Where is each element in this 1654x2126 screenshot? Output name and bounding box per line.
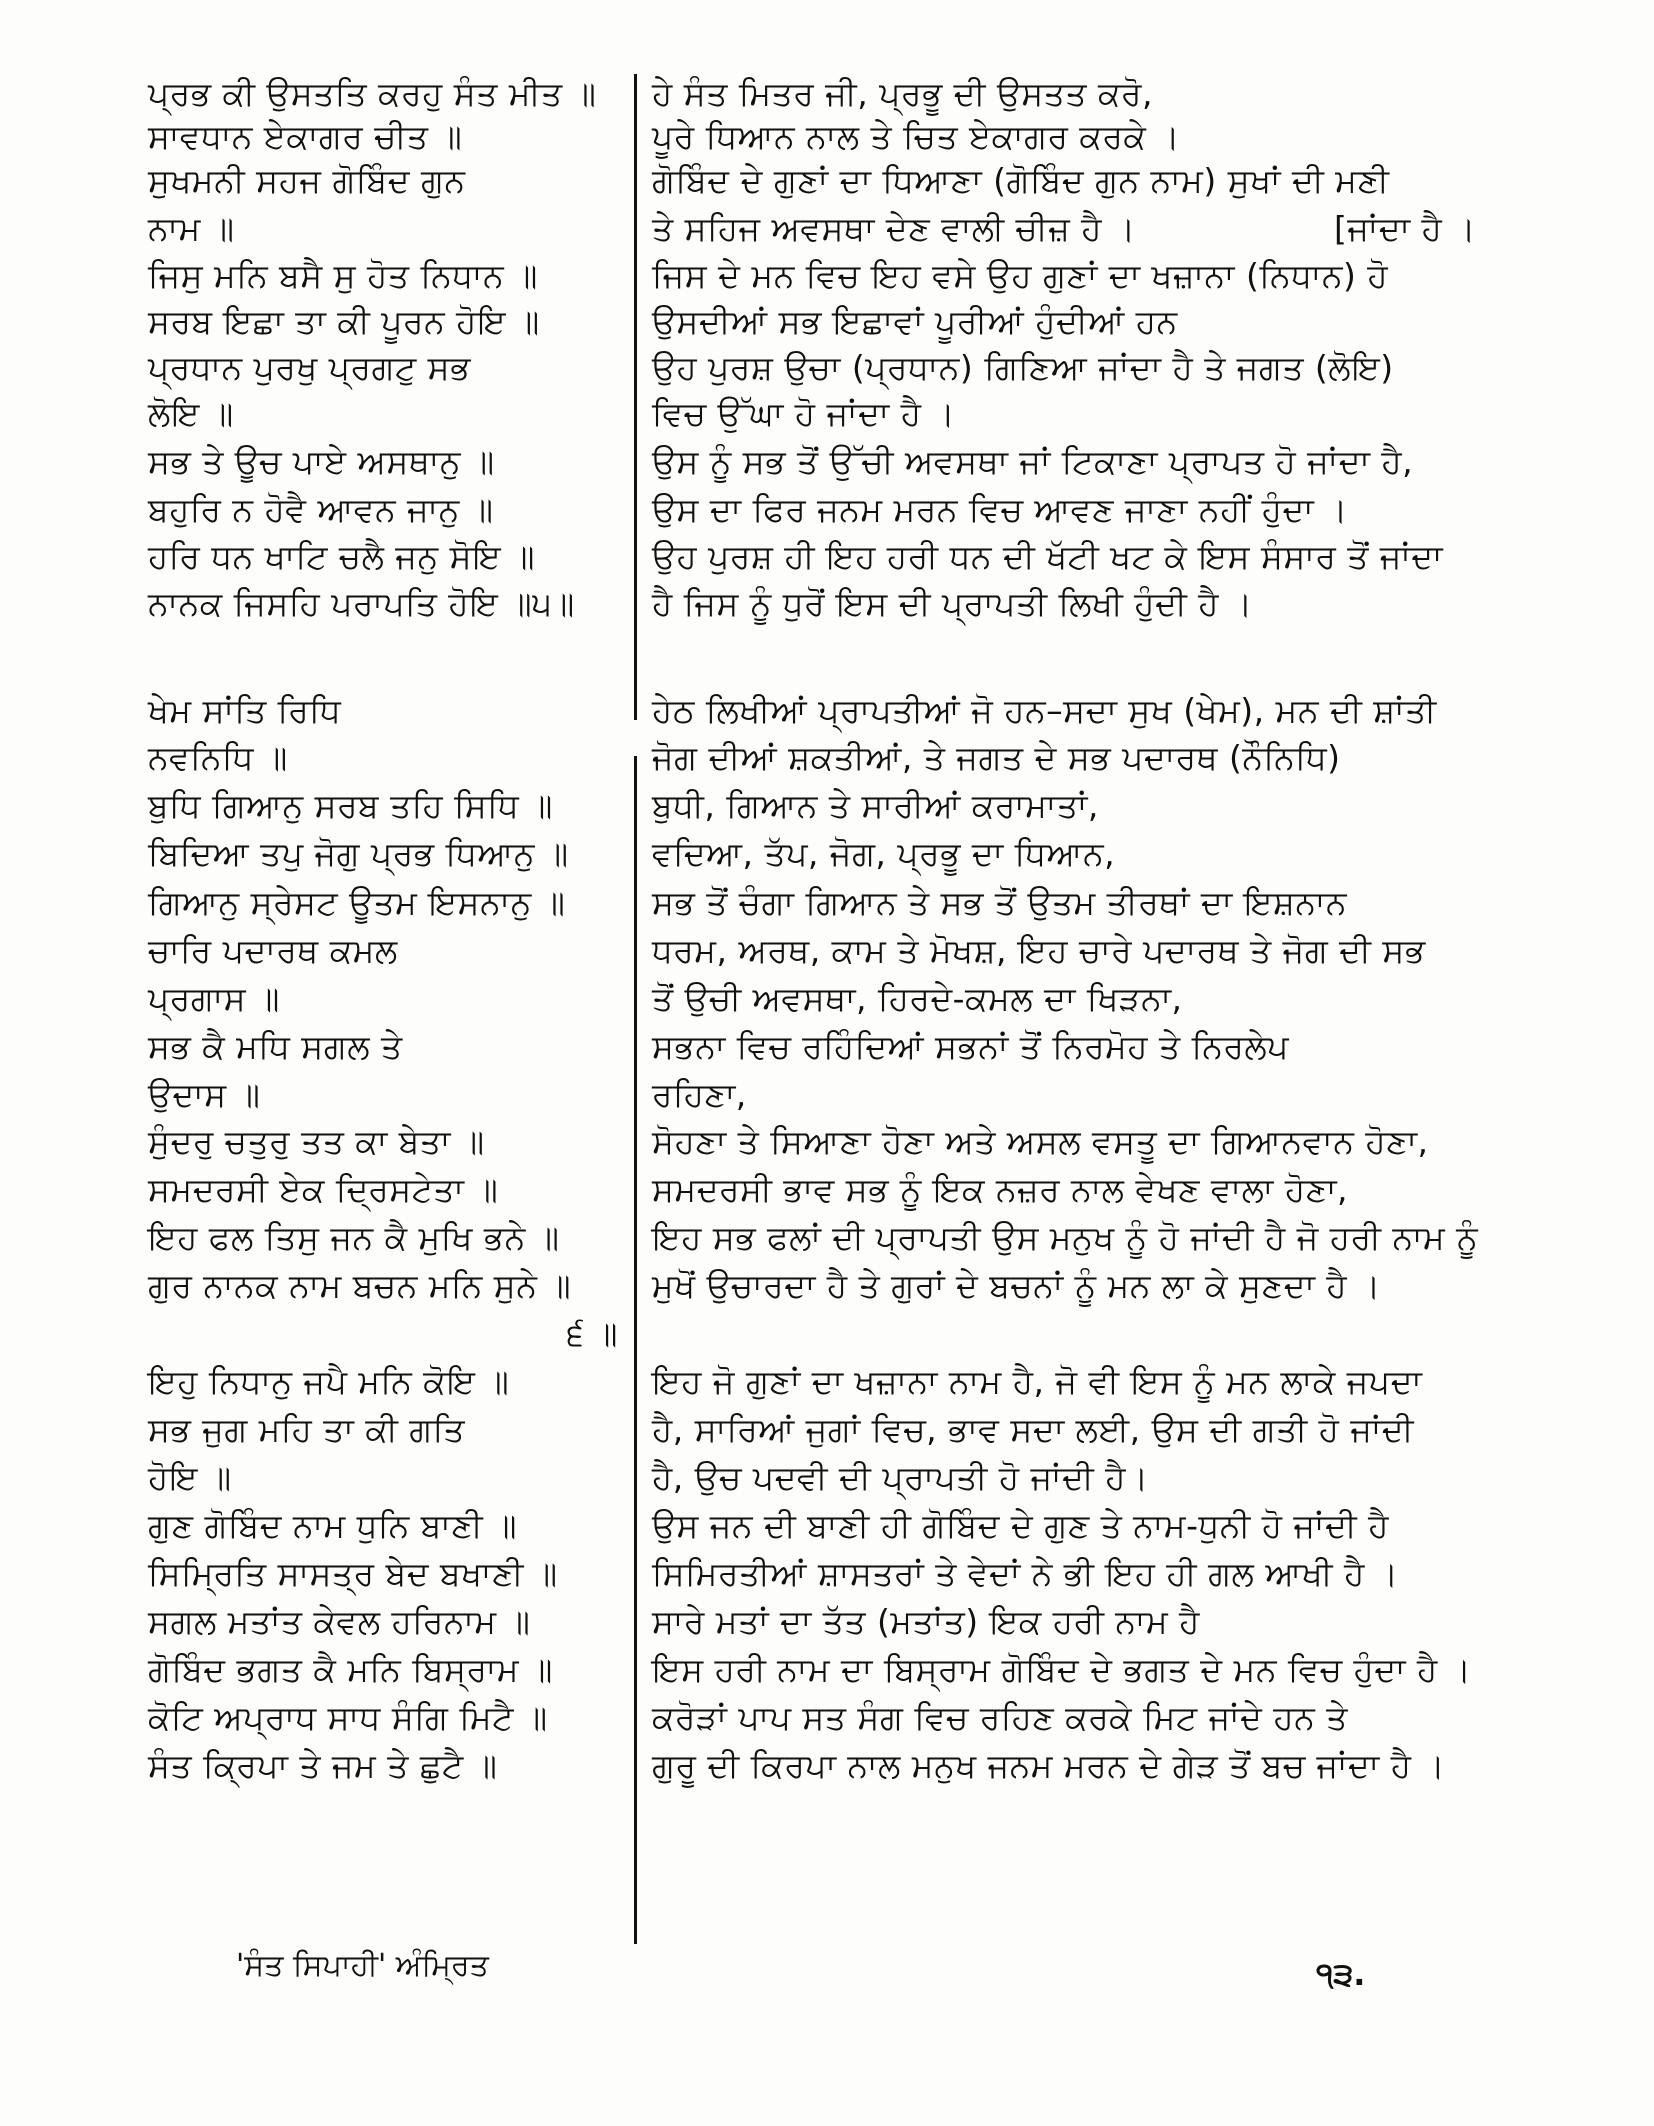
- verse-line: ਨਵਨਿਧਿ ॥: [148, 738, 288, 777]
- explanation-line: ਤੇ ਸਹਿਜ ਅਵਸਥਾ ਦੇਣ ਵਾਲੀ ਚੀਜ਼ ਹੈ ।: [652, 209, 1136, 248]
- explanation-line: ਮੁਖੋਂ ਉਚਾਰਦਾ ਹੈ ਤੇ ਗੁਰਾਂ ਦੇ ਬਚਨਾਂ ਨੂੰ ਮਨ ਲਾ ਕੇ ਸੁਣਦਾ ਹੈ ।: [652, 1266, 1381, 1305]
- footer-book-title: 'ਸੰਤ ਸਿਪਾਹੀ' ਅੰਮ੍ਰਿਤ: [236, 1948, 489, 1983]
- verse-line: ਨਾਨਕ ਜਿਸਹਿ ਪਰਾਪਤਿ ਹੋਇ ॥੫॥: [148, 584, 575, 623]
- explanation-line: ਉਸਦੀਆਂ ਸਭ ਇਛਾਵਾਂ ਪੂਰੀਆਂ ਹੁੰਦੀਆਂ ਹਨ: [652, 302, 1178, 341]
- explanation-line: ਰਹਿਣਾ,: [652, 1075, 747, 1114]
- verse-line: ਬਹੁਰਿ ਨ ਹੋਵੈ ਆਵਨ ਜਾਨੁ ॥: [148, 490, 494, 529]
- verse-line: ਲੋਇ ॥: [148, 394, 234, 433]
- explanation-line: ਬੁਧੀ, ਗਿਆਨ ਤੇ ਸਾਰੀਆਂ ਕਰਾਮਾਤਾਂ,: [652, 786, 1099, 825]
- verse-line: ਹੋਇ ॥: [148, 1458, 232, 1497]
- explanation-line: ਇਹ ਜੋ ਗੁਣਾਂ ਦਾ ਖਜ਼ਾਨਾ ਨਾਮ ਹੈ, ਜੋ ਵੀ ਇਸ ਨੂੰ ਮਨ ਲਾਕੇ ਜਪਦਾ: [652, 1362, 1423, 1401]
- verse-line: ਸਗਲ ਮਤਾਂਤ ਕੇਵਲ ਹਰਿਨਾਮ ॥: [148, 1602, 531, 1641]
- verse-line: ਇਹ ਫਲ ਤਿਸੁ ਜਨ ਕੈ ਮੁਖਿ ਭਨੇ ॥: [148, 1218, 560, 1257]
- verse-line: ਸਰਬ ਇਛਾ ਤਾ ਕੀ ਪੂਰਨ ਹੋਇ ॥: [148, 302, 540, 341]
- explanation-line: ਧਰਮ, ਅਰਥ, ਕਾਮ ਤੇ ਮੋਖਸ਼, ਇਹ ਚਾਰੇ ਪਦਾਰਥ ਤੇ ਜੋਗ ਦੀ ਸਭ: [652, 931, 1426, 970]
- explanation-line: ਹੇ ਸੰਤ ਮਿਤਰ ਜੀ, ਪ੍ਰਭੂ ਦੀ ਉਸਤਤ ਕਰੋ,: [652, 74, 1153, 113]
- verse-line: ਗੋਬਿੰਦ ਭਗਤ ਕੈ ਮਨਿ ਬਿਸ੍ਰਾਮ ॥: [148, 1650, 553, 1689]
- verse-line: ਸਾਵਧਾਨ ਏਕਾਗਰ ਚੀਤ ॥: [148, 117, 463, 156]
- explanation-line: ਉਹ ਪੁਰਸ਼ ਉਚਾ (ਪ੍ਰਧਾਨ) ਗਿਣਿਆ ਜਾਂਦਾ ਹੈ ਤੇ ਜਗਤ (ਲੋਇ): [652, 348, 1394, 387]
- explanation-line: ਉਸ ਜਨ ਦੀ ਬਾਣੀ ਹੀ ਗੋਬਿੰਦ ਦੇ ਗੁਣ ਤੇ ਨਾਮ-ਧੁਨੀ ਹੋ ਜਾਂਦੀ ਹੈ: [652, 1506, 1389, 1545]
- explanation-line: ਹੈ, ਸਾਰਿਆਂ ਜੁਗਾਂ ਵਿਚ, ਭਾਵ ਸਦਾ ਲਈ, ਉਸ ਦੀ ਗਤੀ ਹੋ ਜਾਂਦੀ: [652, 1410, 1415, 1449]
- explanation-line: ਸਮਦਰਸੀ ਭਾਵ ਸਭ ਨੂੰ ਇਕ ਨਜ਼ਰ ਨਾਲ ਵੇਖਣ ਵਾਲਾ ਹੋਣਾ,: [652, 1170, 1349, 1209]
- verse-line: ਉਦਾਸ ॥: [148, 1075, 261, 1114]
- verse-line: ਸਮਦਰਸੀ ਏਕ ਦ੍ਰਿਸਟੇਤਾ ॥: [148, 1170, 499, 1209]
- explanation-line: ਉਸ ਦਾ ਫਿਰ ਜਨਮ ਮਰਨ ਵਿਚ ਆਵਣ ਜਾਣਾ ਨਹੀਂ ਹੁੰਦਾ ।: [652, 490, 1348, 529]
- explanation-line: ਉਸ ਨੂੰ ਸਭ ਤੋਂ ਉੱਚੀ ਅਵਸਥਾ ਜਾਂ ਟਿਕਾਣਾ ਪ੍ਰਾਪਤ ਹੋ ਜਾਂਦਾ ਹੈ,: [652, 442, 1414, 481]
- verse-line: ਸਭ ਕੈ ਮਧਿ ਸਗਲ ਤੇ: [148, 1027, 403, 1066]
- column-divider: [634, 74, 637, 720]
- explanation-line: ਕਰੋੜਾਂ ਪਾਪ ਸਤ ਸੰਗ ਵਿਚ ਰਹਿਣ ਕਰਕੇ ਮਿਟ ਜਾਂਦੇ ਹਨ ਤੇ: [652, 1698, 1348, 1737]
- verse-line: ਪ੍ਰਧਾਨ ਪੁਰਖੁ ਪ੍ਰਗਟੁ ਸਭ: [148, 348, 471, 387]
- explanation-line: ਸਿਮਿਰਤੀਆਂ ਸ਼ਾਸਤਰਾਂ ਤੇ ਵੇਦਾਂ ਨੇ ਭੀ ਇਹ ਹੀ ਗਲ ਆਖੀ ਹੈ ।: [652, 1554, 1399, 1593]
- verse-line: ਨਾਮ ॥: [148, 209, 235, 248]
- verse-line: ਬੁਧਿ ਗਿਆਨੁ ਸਰਬ ਤਹਿ ਸਿਧਿ ॥: [148, 786, 553, 825]
- column-divider: [634, 756, 637, 1276]
- verse-line: ਪ੍ਰਭ ਕੀ ਉਸਤਤਿ ਕਰਹੁ ਸੰਤ ਮੀਤ ॥: [148, 74, 597, 113]
- explanation-line: ਜੋਗ ਦੀਆਂ ਸ਼ਕਤੀਆਂ, ਤੇ ਜਗਤ ਦੇ ਸਭ ਪਦਾਰਥ (ਨੌਨਿਧਿ): [652, 738, 1341, 777]
- explanation-continuation: [ਜਾਂਦਾ ਹੈ ।: [1334, 209, 1477, 248]
- verse-line: ਸਭ ਤੇ ਊਚ ਪਾਏ ਅਸਥਾਨੁ ॥: [148, 442, 495, 481]
- verse-line: ਬਿਦਿਆ ਤਪੁ ਜੋਗੁ ਪ੍ਰਭ ਧਿਆਨੁ ॥: [148, 834, 569, 873]
- explanation-line: ਸੋਹਣਾ ਤੇ ਸਿਆਣਾ ਹੋਣਾ ਅਤੇ ਅਸਲ ਵਸਤੂ ਦਾ ਗਿਆਨਵਾਨ ਹੋਣਾ,: [652, 1122, 1429, 1161]
- explanation-line: ਵਦਿਆ, ਤੱਪ, ਜੋਗ, ਪ੍ਰਭੂ ਦਾ ਧਿਆਨ,: [652, 834, 1116, 873]
- verse-line: ਗੁਰ ਨਾਨਕ ਨਾਮ ਬਚਨ ਮਨਿ ਸੁਨੇ ॥: [148, 1266, 572, 1305]
- explanation-line: ਗੁਰੂ ਦੀ ਕਿਰਪਾ ਨਾਲ ਮਨੁਖ ਜਨਮ ਮਰਨ ਦੇ ਗੇੜ ਤੋਂ ਬਚ ਜਾਂਦਾ ਹੈ ।: [652, 1746, 1446, 1785]
- verse-line: ਇਹੁ ਨਿਧਾਨੁ ਜਪੈ ਮਨਿ ਕੋਇ ॥: [148, 1362, 510, 1401]
- explanation-line: ਸਭ ਤੋਂ ਚੰਗਾ ਗਿਆਨ ਤੇ ਸਭ ਤੋਂ ਉਤਮ ਤੀਰਥਾਂ ਦਾ ਇਸ਼ਨਾਨ: [652, 883, 1348, 922]
- verse-line: ਸਿਮ੍ਰਿਤਿ ਸਾਸਤ੍ਰ ਬੇਦ ਬਖਾਣੀ ॥: [148, 1554, 558, 1593]
- verse-line: ਜਿਸੁ ਮਨਿ ਬਸੈ ਸੁ ਹੋਤ ਨਿਧਾਨ ॥: [148, 256, 538, 295]
- explanation-line: ਇਸ ਹਰੀ ਨਾਮ ਦਾ ਬਿਸ੍ਰਾਮ ਗੋਬਿੰਦ ਦੇ ਭਗਤ ਦੇ ਮਨ ਵਿਚ ਹੁੰਦਾ ਹੈ ।: [652, 1650, 1472, 1689]
- explanation-line: ਇਹ ਸਭ ਫਲਾਂ ਦੀ ਪ੍ਰਾਪਤੀ ਉਸ ਮਨੁਖ ਨੂੰ ਹੋ ਜਾਂਦੀ ਹੈ ਜੋ ਹਰੀ ਨਾਮ ਨੂੰ: [652, 1218, 1479, 1257]
- column-divider: [634, 1272, 637, 1944]
- verse-line: ਸਭ ਜੁਗ ਮਹਿ ਤਾ ਕੀ ਗਤਿ: [148, 1410, 465, 1449]
- page-number: ੧੩.: [1316, 1955, 1366, 1993]
- verse-line: ਗੁਣ ਗੋਬਿੰਦ ਨਾਮ ਧੁਨਿ ਬਾਣੀ ॥: [148, 1506, 517, 1545]
- verse-line: ਕੋਟਿ ਅਪ੍ਰਾਧ ਸਾਧ ਸੰਗਿ ਮਿਟੈ ॥: [148, 1698, 548, 1737]
- verse-line: ਪ੍ਰਗਾਸ ॥: [148, 979, 280, 1018]
- verse-line: ਹਰਿ ਧਨ ਖਾਟਿ ਚਲੈ ਜਨੁ ਸੋਇ ॥: [148, 537, 535, 576]
- explanation-line: ਪੂਰੇ ਧਿਆਨ ਨਾਲ ਤੇ ਚਿਤ ਏਕਾਗਰ ਕਰਕੇ ।: [652, 117, 1181, 156]
- verse-line: ਖੇਮ ਸਾਂਤਿ ਰਿਧਿ: [148, 691, 342, 730]
- explanation-line: ਹੇਠ ਲਿਖੀਆਂ ਪ੍ਰਾਪਤੀਆਂ ਜੋ ਹਨ–ਸਦਾ ਸੁਖ (ਖੇਮ), ਮਨ ਦੀ ਸ਼ਾਂਤੀ: [652, 691, 1437, 730]
- explanation-line: ਤੋਂ ਉਚੀ ਅਵਸਥਾ, ਹਿਰਦੇ-ਕਮਲ ਦਾ ਖਿੜਨਾ,: [652, 979, 1183, 1018]
- explanation-line: ਸਭਨਾ ਵਿਚ ਰਹਿੰਦਿਆਂ ਸਭਨਾਂ ਤੋਂ ਨਿਰਮੋਹ ਤੇ ਨਿਰਲੇਪ: [652, 1027, 1289, 1066]
- explanation-line: ਹੈ, ਉਚ ਪਦਵੀ ਦੀ ਪ੍ਰਾਪਤੀ ਹੋ ਜਾਂਦੀ ਹੈ।: [652, 1458, 1149, 1497]
- verse-line: ਸੁੰਦਰੁ ਚਤੁਰੁ ਤਤ ਕਾ ਬੇਤਾ ॥: [148, 1122, 485, 1161]
- verse-number: ੬ ॥: [566, 1314, 618, 1353]
- verse-line: ਸੁਖਮਨੀ ਸਹਜ ਗੋਬਿੰਦ ਗੁਨ: [148, 161, 466, 200]
- explanation-line: ਉਹ ਪੁਰਸ਼ ਹੀ ਇਹ ਹਰੀ ਧਨ ਦੀ ਖੱਟੀ ਖਟ ਕੇ ਇਸ ਸੰਸਾਰ ਤੋਂ ਜਾਂਦਾ: [652, 537, 1444, 576]
- explanation-line: ਜਿਸ ਦੇ ਮਨ ਵਿਚ ਇਹ ਵਸੇ ਉਹ ਗੁਣਾਂ ਦਾ ਖਜ਼ਾਨਾ (ਨਿਧਾਨ) ਹੋ: [652, 256, 1389, 295]
- explanation-line: ਹੈ ਜਿਸ ਨੂੰ ਧੁਰੋਂ ਇਸ ਦੀ ਪ੍ਰਾਪਤੀ ਲਿਖੀ ਹੁੰਦੀ ਹੈ ।: [652, 584, 1253, 623]
- explanation-line: ਗੋਬਿੰਦ ਦੇ ਗੁਣਾਂ ਦਾ ਧਿਆਣਾ (ਗੋਬਿੰਦ ਗੁਨ ਨਾਮ) ਸੁਖਾਂ ਦੀ ਮਣੀ: [652, 161, 1390, 200]
- explanation-line: ਸਾਰੇ ਮਤਾਂ ਦਾ ਤੱਤ (ਮਤਾਂਤ) ਇਕ ਹਰੀ ਨਾਮ ਹੈ: [652, 1602, 1200, 1641]
- verse-line: ਚਾਰਿ ਪਦਾਰਥ ਕਮਲ: [148, 931, 398, 970]
- explanation-line: ਵਿਚ ਉੱਘਾ ਹੋ ਜਾਂਦਾ ਹੈ ।: [652, 394, 956, 433]
- verse-line: ਸੰਤ ਕ੍ਰਿਪਾ ਤੇ ਜਮ ਤੇ ਛੁਟੈ ॥: [148, 1746, 498, 1785]
- verse-line: ਗਿਆਨੁ ਸ੍ਰੇਸਟ ਊਤਮ ਇਸਨਾਨੁ ॥: [148, 883, 566, 922]
